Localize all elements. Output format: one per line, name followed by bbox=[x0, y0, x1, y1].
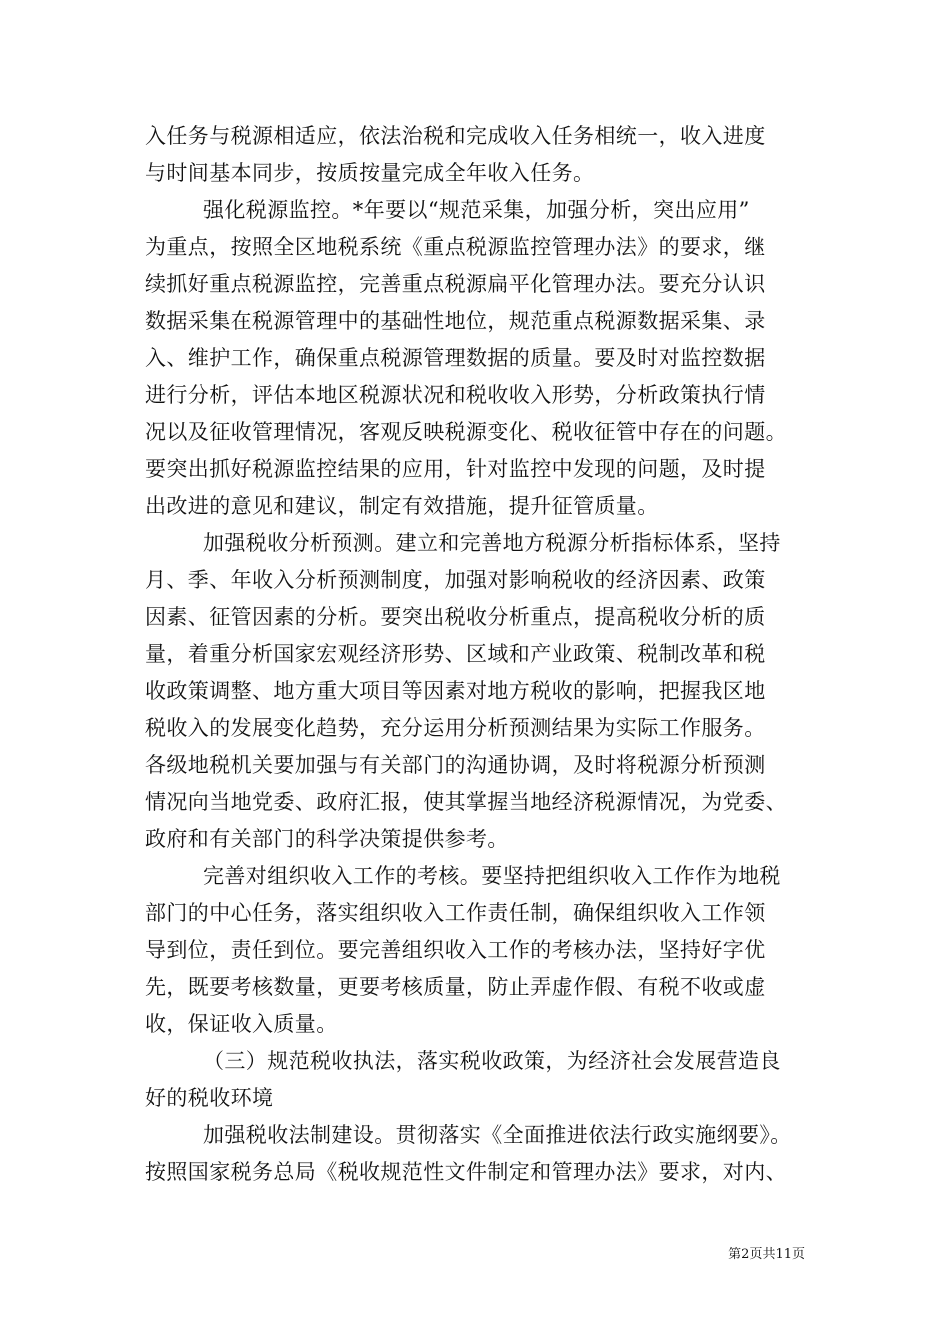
text-line: 先，既要考核数量，更要考核质量，防止弄虚作假、有税不收或虚 bbox=[145, 975, 766, 999]
text-line: 加强税收法制建设。贯彻落实《全面推进依法行政实施纲要》。 bbox=[203, 1123, 792, 1147]
text-line: 因素、征管因素的分析。要突出税收分析重点，提高税收分析的质 bbox=[145, 605, 766, 629]
text-line: 数据采集在税源管理中的基础性地位，规范重点税源数据采集、录 bbox=[145, 309, 766, 333]
text-line: 导到位，责任到位。要完善组织收入工作的考核办法，坚持好字优 bbox=[145, 938, 766, 962]
text-line: 部门的中心任务，落实组织收入工作责任制，确保组织收入工作领 bbox=[145, 901, 766, 925]
text-line: 强化税源监控。*年要以“规范采集，加强分析，突出应用” bbox=[203, 198, 750, 222]
text-line: 出改进的意见和建议，制定有效措施，提升征管质量。 bbox=[145, 494, 659, 518]
text-line: 进行分析，评估本地区税源状况和税收收入形势，分析政策执行情 bbox=[145, 383, 766, 407]
text-line: 税收入的发展变化趋势，充分运用分析预测结果为实际工作服务。 bbox=[145, 716, 766, 740]
text-line: 加强税收分析预测。建立和完善地方税源分析指标体系，坚持 bbox=[203, 531, 781, 555]
document-body bbox=[145, 118, 807, 1191]
text-line: 为重点，按照全区地税系统《重点税源监控管理办法》的要求，继 bbox=[145, 235, 766, 259]
text-line: 好的税收环境 bbox=[145, 1086, 274, 1110]
text-line: 况以及征收管理情况，客观反映税源变化、税收征管中存在的问题。 bbox=[145, 420, 787, 444]
text-line: 收，保证收入质量。 bbox=[145, 1012, 338, 1036]
text-line: 续抓好重点税源监控，完善重点税源扁平化管理办法。要充分认识 bbox=[145, 272, 766, 296]
text-line: 月、季、年收入分析预测制度，加强对影响税收的经济因素、政策 bbox=[145, 568, 766, 592]
text-line: 要突出抓好税源监控结果的应用，针对监控中发现的问题，及时提 bbox=[145, 457, 766, 481]
text-line: 政府和有关部门的科学决策提供参考。 bbox=[145, 827, 509, 851]
page-number-footer: 第2页共11页 bbox=[728, 1247, 805, 1262]
text-line: 完善对组织收入工作的考核。要坚持把组织收入工作作为地税 bbox=[203, 864, 781, 888]
text-line: 入任务与税源相适应，依法治税和完成收入任务相统一，收入进度 bbox=[145, 124, 766, 148]
text-line: （三）规范税收执法，落实税收政策，为经济社会发展营造良 bbox=[203, 1049, 781, 1073]
text-line: 量，着重分析国家宏观经济形势、区域和产业政策、税制改革和税 bbox=[145, 642, 766, 666]
text-line: 与时间基本同步，按质按量完成全年收入任务。 bbox=[145, 161, 595, 185]
text-line: 收政策调整、地方重大项目等因素对地方税收的影响，把握我区地 bbox=[145, 679, 766, 703]
text-line: 入、维护工作，确保重点税源管理数据的质量。要及时对监控数据 bbox=[145, 346, 766, 370]
text-line: 情况向当地党委、政府汇报，使其掌握当地经济税源情况，为党委、 bbox=[145, 790, 787, 814]
text-line: 各级地税机关要加强与有关部门的沟通协调，及时将税源分析预测 bbox=[145, 753, 766, 777]
text-line: 按照国家税务总局《税收规范性文件制定和管理办法》要求，对内、 bbox=[145, 1160, 787, 1184]
